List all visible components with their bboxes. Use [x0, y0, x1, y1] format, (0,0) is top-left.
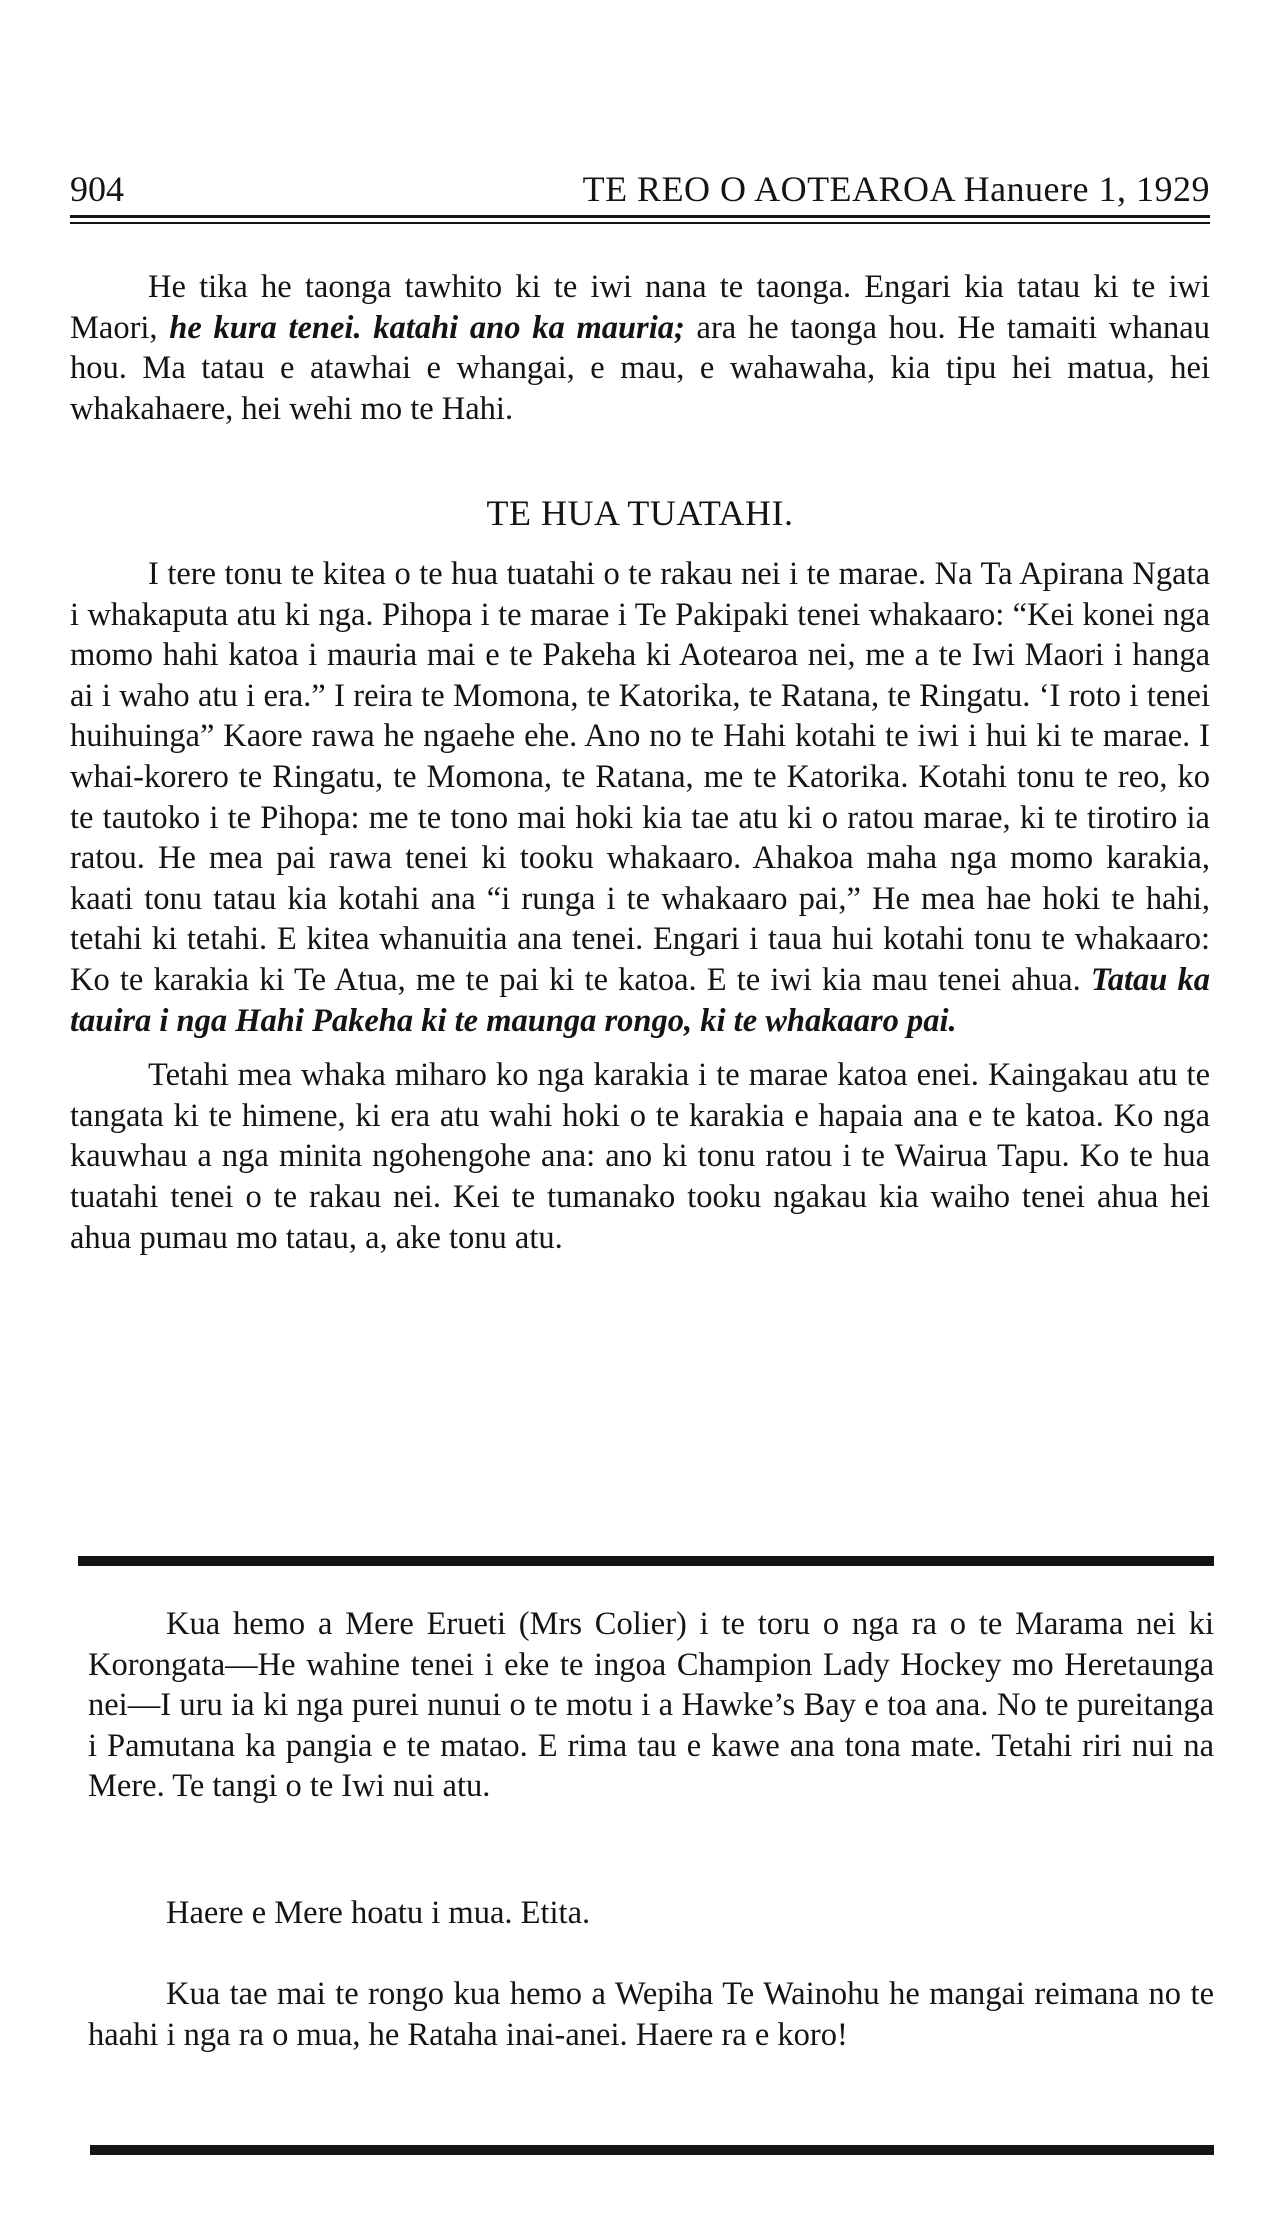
newspaper-page	[70, 0, 1214, 2239]
bottom-divider	[90, 2145, 1214, 2155]
publication-title: TE REO O AOTEAROA Hanuere 1, 1929	[582, 169, 1210, 209]
section-divider	[78, 1556, 1214, 1566]
section-heading: TE HUA TUATAHI.	[486, 493, 794, 533]
obituary-wepiha	[88, 1974, 1214, 2055]
intro-paragraph	[70, 267, 1210, 429]
obituary-wepiha-text: Kua tae mai te rongo kua hemo a Wepiha Te Wainohu he mangai reimana no te haahi i nga ra o mua, he Rataha inai-anei. Haere ra e koro!	[88, 1976, 1214, 2053]
intro-text-2: ara he taonga hou. He tamaiti whanau hou. Ma tatau e atawhai e whangai, e mau, e wahawaha, kia tipu hei matua, hei whakahaere, hei wehi mo te Hahi.	[70, 309, 1210, 427]
article-paragraph-1	[70, 554, 1210, 1041]
page-number: 904	[70, 169, 124, 209]
intro-italic: he kura tenei. katahi ano ka mauria;	[169, 309, 685, 346]
intro-text-1: He tika he taonga tawhito ki te iwi nana te taonga. Engari kia tatau ki te iwi Maori,	[70, 269, 1210, 346]
article-paragraph-2: Tetahi mea whaka miharo ko nga karakia i te marae katoa enei. Kaingakau atu te tangata ki te himene, ki era atu wahi hoki o te karakia e hapaia ana e te katoa. Ko nga kauwhau a nga minita ngohengohe ana: ano ki tonu ratou i te Wairua Tapu. Ko te hua tuatahi tenei o te rakau nei. Kei te tumanako tooku ngakau kia waiho tenei ahua hei ahua pumau mo tatau, a, ake tonu atu.	[70, 1057, 1210, 1256]
paragraph-1-italic: Tatau ka tauira i nga Hahi Pakeha ki te maunga rongo, ki te whakaaro pai.	[70, 961, 1210, 1039]
header-rule-top	[70, 215, 1210, 218]
farewell-line	[88, 1893, 1214, 1934]
obituary-mere-text: Kua hemo a Mere Erueti (Mrs Colier) i te toru o nga ra o te Marama nei ki Korongata—He wahine tenei i eke te ingoa Champion Lady Hockey mo Heretaunga nei—I uru ia ki nga purei nunui o te motu i a Hawke’s Bay e toa ana. No te pureitanga i Pamutana ka pangia e te matao. E rima tau e kawe ana tona mate. Tetahi riri nui na Mere. Te tangi o te Iwi nui atu.	[88, 1606, 1214, 1805]
running-head	[70, 168, 1210, 218]
obituary-mere	[88, 1604, 1214, 1807]
farewell-text: Haere e Mere hoatu i mua. Etita.	[166, 1895, 591, 1931]
header-rule-bottom	[70, 222, 1210, 224]
paragraph-1-text: I tere tonu te kitea o te hua tuatahi o te rakau nei i te marae. Na Ta Apirana Ngata i whakaputa atu ki nga. Pihopa i te marae i Te Pakipaki tenei whakaaro: “Kei konei nga momo hahi katoa i mauria mai e te Pakeha ki Aotearoa nei, me a te Iwi Maori i hanga ai i waho atu i era.” I reira te Momona, te Katorika, te Ratana, te Ringatu. ‘I roto i tenei huihuinga” Kaore rawa he ngaehe ehe. Ano no te Hahi kotahi te iwi i hui ki te marae. I whai-korero te Ringatu, te Momona, te Ratana, me te Katorika. Kotahi tonu te reo, ko te tautoko i te Pihopa: me te tono mai hoki kia tae atu ki o ratou marae, ki te tirotiro ia ratou. He mea pai rawa tenei ki tooku whakaaro. Ahakoa maha nga momo karakia, kaati tonu tatau kia kotahi ana “i runga i te whakaaro pai,” He mea hae hoki te hahi, tetahi ki tetahi. E kitea whanuitia ana tenei. Engari i taua hui kotahi tonu te whakaaro: Ko te karakia ki Te Atua, me te pai ki te katoa. E te iwi kia mau tenei ahua.	[70, 556, 1210, 998]
article-body	[70, 554, 1210, 1258]
